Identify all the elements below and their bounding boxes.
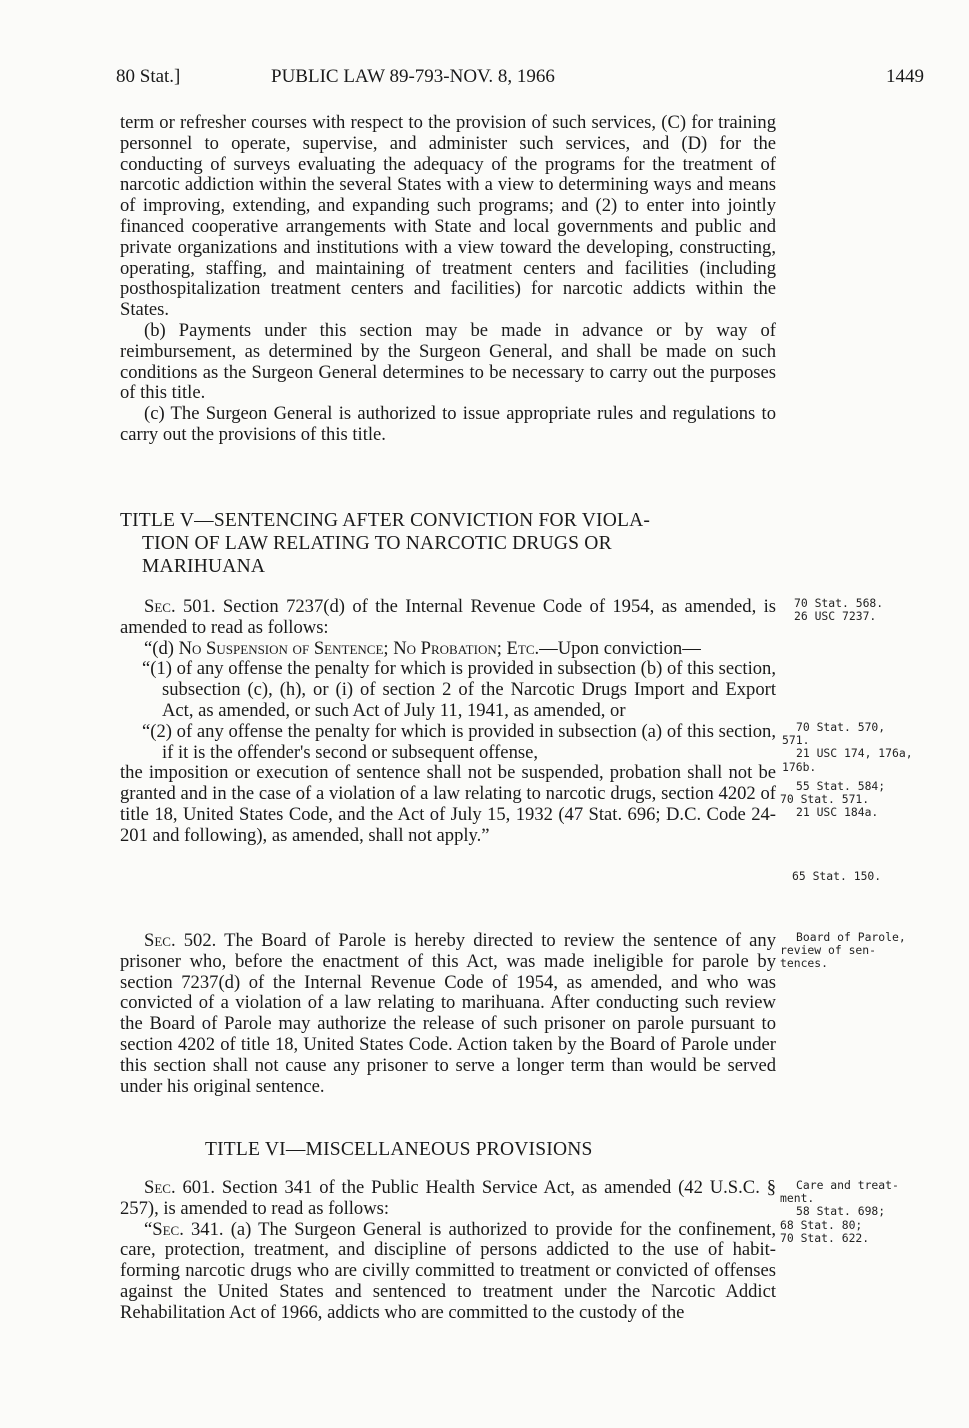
sec-501-lead: Sec. 501. [144,596,216,617]
title-v-line-3: MARIHUANA [142,556,266,577]
margin-note-line: 58 Stat. 698; [796,1204,886,1219]
margin-note-statutes-4 [792,870,881,883]
sec-501-item-1: “(1) of any offense the penalty for which is provided in subsection (b) of this section, subsection (c), (h), or (i) of section 2 of the Narcotic Drugs Import and Export Act, as amended, or such Act of July 11, 1941, as amended, or [142,658,776,721]
margin-note-line: tences. [780,956,829,971]
margin-note-line: 70 Stat. 622. [780,1230,870,1245]
section-601 [120,1178,776,1324]
margin-note-statutes-2 [782,721,913,774]
page-header [116,66,924,92]
margin-note-line: 70 Stat. 571. [780,792,870,807]
margin-note-line: 55 Stat. 584; [796,779,886,793]
top-body-text [120,113,776,446]
sec-501-tail: the imposition or execution of sentence shall not be suspended, probation shall not be granted and in the case of a violation of a law relating to narcotic drugs, section 4202 of title 18, United States Code, and the Act of July 15, 1932 (47 Stat. 696; D.C. Code 24-201 and following), as amended, shall not apply.” [120,762,776,846]
sec-501-d-heading: No Suspension of Sentence; No Probation; Etc. [178,637,540,659]
margin-note-line: 70 Stat. 570, [796,720,886,734]
title-v-line-1: TITLE V—SENTENCING AFTER CONVICTION FOR VIOLA- [120,510,651,531]
sec-502-text: The Board of Parole is hereby directed to review the sentence of any prisoner who, before the enactment of this Act, was made ineligible for parole by section 7237(d) of the Internal Revenue Code of 1954, as amended, and who was convicted of a violation of a law relating to marihuana. After conducting such review the Board of Parole may authorize the release of such prisoner on parole pursuant to section 4202 of title 18, United States Code. Action taken by the Board of Parole under this section shall not cause any prisoner to serve a longer term than would be served under his original sentence. [120,930,777,1097]
section-501 [120,597,776,847]
margin-note-line: 68 Stat. 80; [780,1217,863,1232]
section-502 [120,931,776,1097]
margin-note-statutes-3 [780,780,885,820]
sec-601-intro [120,1178,776,1220]
margin-note-line: 65 Stat. 150. [792,869,882,883]
statute-volume: 80 Stat.] [116,66,181,87]
margin-note-line: 21 USC 174, 176a, [796,746,913,761]
sec-601-text: Section 341 of the Public Health Service Act, as amended (42 U.S.C. § 257), is amended to read as follows: [120,1177,776,1219]
page-number: 1449 [886,66,924,87]
margin-note-line: ment. [780,1191,815,1206]
paragraph-b: (b) Payments under this section may be made in advance or by way of reimbursement, as determined by the Surgeon General, and shall be made on such conditions as the Surgeon General determines to be necessary to carry out the purposes of this title. [120,319,776,404]
title-v-heading [120,509,780,578]
sec-341-a [120,1220,776,1324]
margin-note-line: Care and treat- [796,1178,899,1192]
sec-502-paragraph [120,931,776,1097]
sec-501-intro [120,597,776,639]
sec-502-lead: Sec. 502. [144,930,217,951]
paragraph-continuation: term or refresher courses with respect to the provision of such services, (C) for training personnel to operate, supervise, and administer such services, and (D) for the conducting of surveys evaluating the adequacy of the programs for the treatment of narcotic addiction within the several States with a view to determining ways and means of improving, extending, and expanding such programs; and (2) to enter into jointly financed cooperative arrangements with State and local governments and public and private organizations and institutions with a view toward the developing, constructing, operating, staffing, and maintaining of treatment centers and facilities (including posthospitalization treatment centers and facilities) for narcotic addicts within the States. [120,112,776,321]
running-title: PUBLIC LAW 89-793-NOV. 8, 1966 [271,66,555,87]
margin-note-line: review of sen- [780,943,877,958]
sec-601-lead: Sec. 601. [144,1177,215,1198]
sec-501-d-open: “(d) [144,637,174,659]
margin-note-line: 70 Stat. 568. [794,596,884,610]
margin-note-board-of-parole [780,931,906,971]
margin-note-care-and-treatment [780,1179,899,1245]
margin-note-line: 26 USC 7237. [794,609,877,624]
paragraph-c: (c) The Surgeon General is authorized to issue appropriate rules and regulations to carry out the provisions of this title. [120,403,776,445]
sec-501-d [120,639,776,660]
title-vi-heading: TITLE VI—MISCELLANEOUS PROVISIONS [205,1139,593,1160]
sec-341-text: (a) The Surgeon General is authorized to provide for the confinement, care, protection, treatment, and discipline of persons addicted to the use of habit-forming narcotic drugs who are civilly committed to treatment or convicted of offenses against the United States and sentenced to treatment under the Narcotic Addict Rehabilitation Act of 1966, addicts who are committed to the custody of the [120,1218,776,1323]
margin-note-line: 21 USC 184a. [796,805,879,820]
margin-note-statutes-1 [794,597,883,623]
sec-501-item-2: “(2) of any offense the penalty for which is provided in subsection (a) of this section, if it is the offender's second or subsequent offense, [142,720,776,763]
sec-341-lead: “Sec. 341. [144,1218,224,1240]
margin-note-line: 176b. [782,759,817,774]
title-v-line-2: TION OF LAW RELATING TO NARCOTIC DRUGS OR [142,533,612,554]
sec-501-text: Section 7237(d) of the Internal Revenue Code of 1954, as amended, is amended to read as follows: [120,596,777,638]
margin-note-line: Board of Parole, [796,930,906,944]
margin-note-line: 571. [782,733,810,748]
sec-501-d-rest: —Upon conviction— [539,637,701,659]
